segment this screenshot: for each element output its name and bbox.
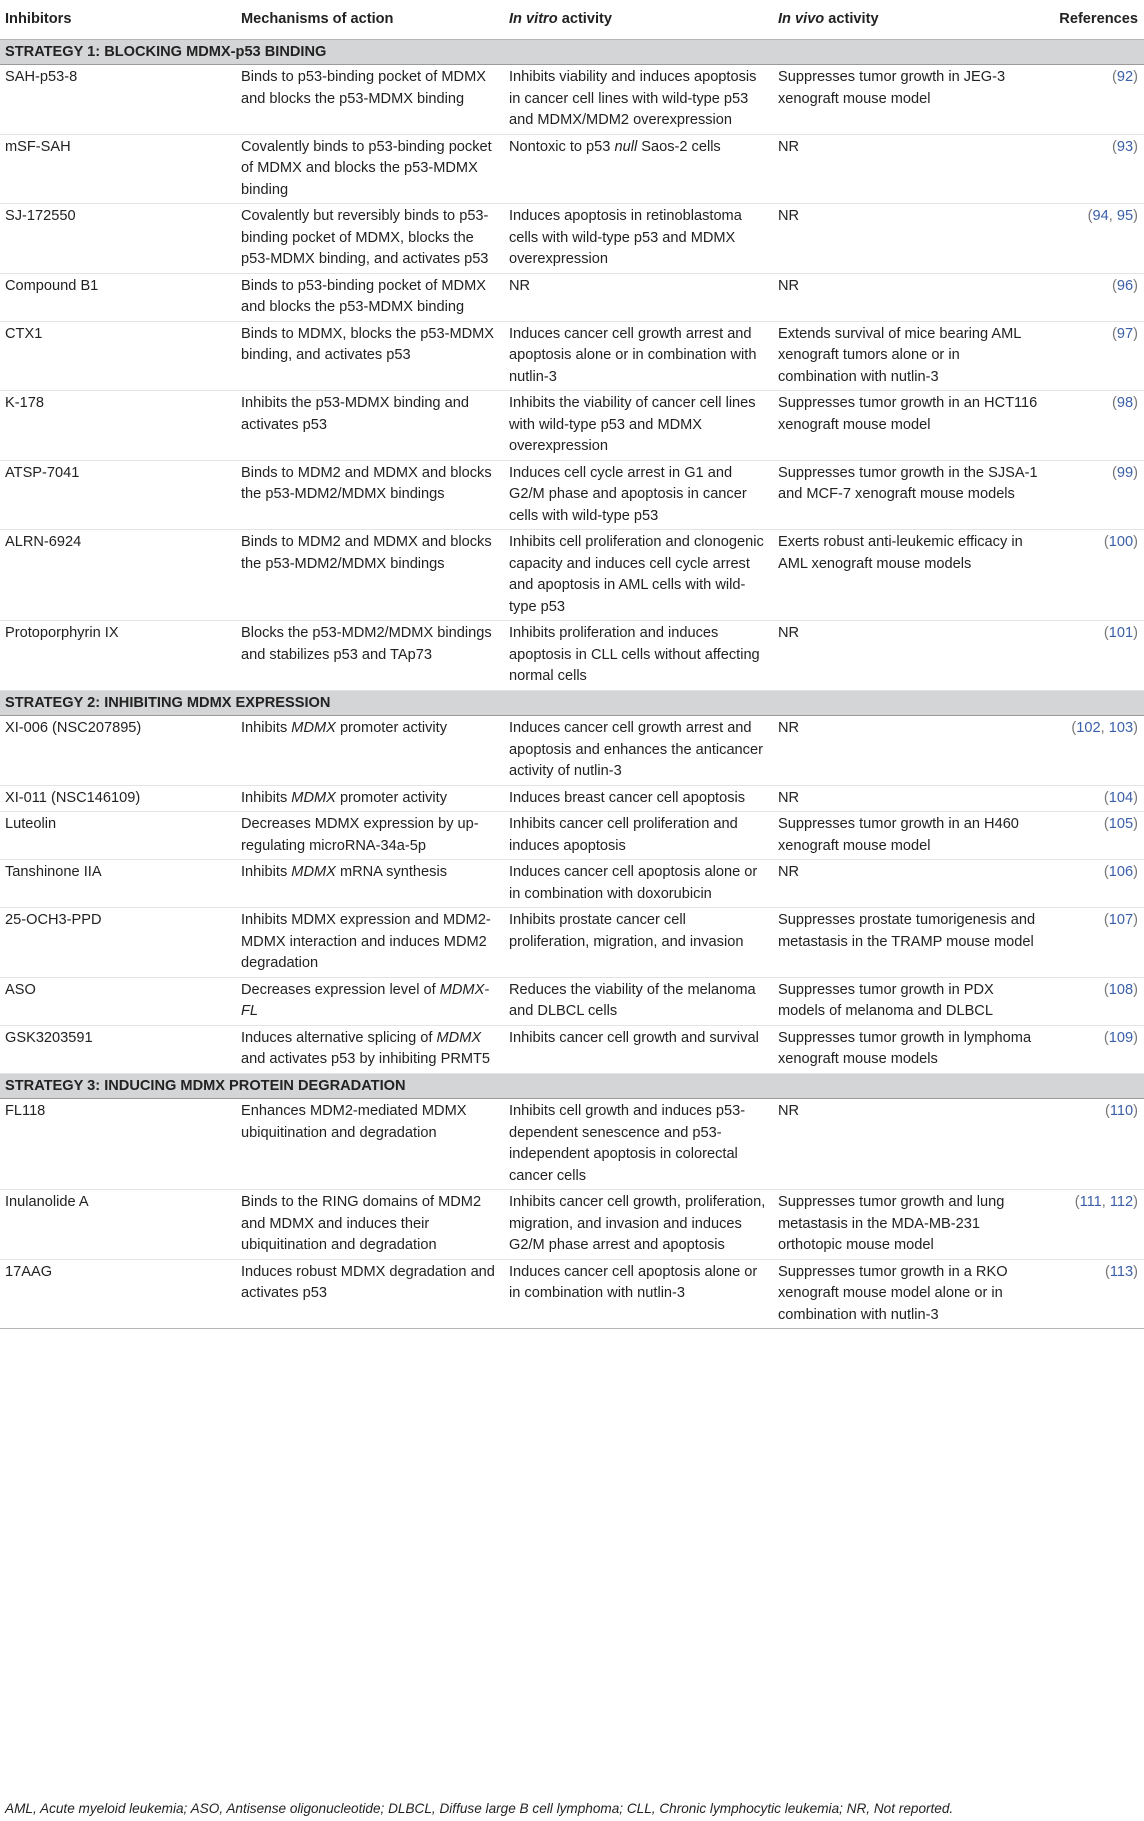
italic-term: MDMX bbox=[436, 1029, 482, 1046]
text-segment: Inhibits the viability of cancer cell lines with wild-type p53 and MDMX overexpression bbox=[509, 395, 756, 454]
ref-open-paren: ( bbox=[1103, 864, 1109, 880]
text-segment: NR bbox=[778, 720, 800, 736]
inhibitor-cell: Compound B1 bbox=[0, 273, 236, 321]
in-vivo-cell bbox=[773, 621, 1043, 691]
text-segment: Inhibits MDMX expression and MDM2-MDMX interaction and induces MDM2 degradation bbox=[241, 912, 491, 971]
text-segment: Inhibits bbox=[241, 864, 292, 880]
mechanism-cell bbox=[236, 391, 504, 461]
reference-link[interactable]: 101 bbox=[1108, 625, 1134, 641]
table-row bbox=[0, 460, 1144, 530]
ref-close-paren: ) bbox=[1133, 912, 1138, 928]
in-vitro-cell bbox=[504, 977, 773, 1025]
in-vivo-cell bbox=[773, 460, 1043, 530]
text-segment: Inhibits prostate cancer cell proliferation, migration, and invasion bbox=[509, 912, 744, 950]
text-segment: Inhibits the p53-MDMX binding and activates p53 bbox=[241, 395, 469, 433]
in-vivo-cell bbox=[773, 65, 1043, 135]
text-segment: Covalently binds to p53-binding pocket of MDMX and blocks the p53-MDMX binding bbox=[241, 138, 492, 198]
inhibitor-cell: XI-011 (NSC146109) bbox=[0, 785, 236, 812]
text-segment: NR bbox=[778, 625, 800, 641]
strategy-row bbox=[0, 690, 1144, 716]
ref-close-paren: ) bbox=[1133, 1194, 1138, 1210]
table-row bbox=[0, 621, 1144, 691]
in-vitro-cell bbox=[504, 1190, 773, 1260]
mechanism-cell bbox=[236, 908, 504, 978]
in-vivo-cell bbox=[773, 530, 1043, 621]
in-vitro-cell bbox=[504, 908, 773, 978]
italic-term: null bbox=[614, 138, 638, 155]
in-vitro-cell bbox=[504, 812, 773, 860]
italic-term: MDMX-FL bbox=[241, 981, 490, 1019]
reference-link[interactable]: 108 bbox=[1108, 981, 1134, 998]
in-vivo-cell bbox=[773, 1099, 1043, 1190]
header-in-vivo-italic: In vivo bbox=[778, 11, 825, 27]
in-vitro-cell bbox=[504, 1099, 773, 1190]
inhibitor-cell: mSF-SAH bbox=[0, 134, 236, 204]
text-segment: Binds to MDM2 and MDMX and blocks the p53-MDM2/MDMX bindings bbox=[241, 464, 492, 502]
in-vitro-cell bbox=[504, 621, 773, 691]
table-row bbox=[0, 391, 1144, 461]
ref-open-paren: ( bbox=[1103, 816, 1109, 832]
text-segment: Inhibits bbox=[241, 789, 292, 806]
text-segment: Suppresses prostate tumorigenesis and metastasis in the TRAMP mouse model bbox=[778, 912, 1036, 950]
text-segment: Induces apoptosis in retinoblastoma cells with wild-type p53 and MDMX overexpression bbox=[509, 208, 742, 267]
text-segment: Suppresses tumor growth in an H460 xenograft mouse model bbox=[778, 816, 1019, 854]
text-segment: Inhibits cancer cell growth, proliferation, migration, and invasion and induces G2/M phase arrest and apoptosis bbox=[509, 1194, 766, 1253]
mechanism-cell bbox=[236, 321, 504, 391]
mechanism-cell bbox=[236, 460, 504, 530]
inhibitor-cell: Inulanolide A bbox=[0, 1190, 236, 1260]
text-segment: NR bbox=[778, 864, 800, 880]
ref-open-paren: ( bbox=[1074, 1194, 1080, 1210]
strategy-row bbox=[0, 39, 1144, 65]
table-row bbox=[0, 321, 1144, 391]
text-segment: Induces robust MDMX degradation and activates p53 bbox=[241, 1263, 495, 1301]
text-segment: promoter activity bbox=[335, 720, 447, 736]
in-vivo-cell bbox=[773, 812, 1043, 860]
reference-link[interactable]: 110 bbox=[1109, 1103, 1134, 1119]
reference-link[interactable]: 112 bbox=[1109, 1194, 1134, 1210]
in-vivo-cell bbox=[773, 391, 1043, 461]
header-references: References bbox=[1043, 0, 1144, 39]
in-vitro-cell bbox=[504, 716, 773, 786]
ref-close-paren: ) bbox=[1133, 325, 1138, 342]
italic-term: MDMX bbox=[291, 720, 336, 736]
inhibitor-cell: Tanshinone IIA bbox=[0, 860, 236, 908]
ref-separator: , bbox=[1108, 208, 1117, 224]
table-row bbox=[0, 812, 1144, 860]
table-row bbox=[0, 204, 1144, 274]
ref-open-paren: ( bbox=[1103, 789, 1109, 806]
ref-close-paren: ) bbox=[1133, 981, 1138, 998]
text-segment: NR bbox=[778, 208, 800, 224]
text-segment: Binds to MDMX, blocks the p53-MDMX binding, and activates p53 bbox=[241, 325, 495, 363]
mechanism-cell bbox=[236, 621, 504, 691]
reference-link[interactable]: 104 bbox=[1108, 789, 1134, 806]
italic-term: MDMX bbox=[291, 789, 336, 806]
table-row bbox=[0, 1025, 1144, 1073]
inhibitor-cell: Luteolin bbox=[0, 812, 236, 860]
ref-open-paren: ( bbox=[1103, 625, 1109, 641]
text-segment: Induces breast cancer cell apoptosis bbox=[509, 789, 746, 806]
in-vitro-cell bbox=[504, 1259, 773, 1329]
reference-link[interactable]: 97 bbox=[1116, 325, 1134, 342]
in-vitro-cell bbox=[504, 204, 773, 274]
reference-link[interactable]: 92 bbox=[1116, 69, 1134, 85]
text-segment: Induces cancer cell growth arrest and apoptosis alone or in combination with nutlin-3 bbox=[509, 325, 757, 385]
mechanism-cell bbox=[236, 273, 504, 321]
in-vitro-cell bbox=[504, 273, 773, 321]
reference-link[interactable]: 99 bbox=[1116, 464, 1134, 481]
inhibitor-cell: ATSP-7041 bbox=[0, 460, 236, 530]
text-segment: Inhibits cancer cell growth and survival bbox=[509, 1029, 759, 1046]
reference-link[interactable]: 102 bbox=[1076, 720, 1101, 736]
text-segment: promoter activity bbox=[335, 789, 447, 806]
header-in-vitro-suffix: activity bbox=[557, 11, 613, 27]
ref-close-paren: ) bbox=[1133, 208, 1138, 224]
ref-separator: , bbox=[1101, 1194, 1110, 1210]
ref-open-paren: ( bbox=[1112, 464, 1117, 481]
text-segment: Induces alternative splicing of bbox=[241, 1029, 437, 1046]
table-row bbox=[0, 134, 1144, 204]
ref-close-paren: ) bbox=[1133, 789, 1138, 806]
in-vivo-cell bbox=[773, 1259, 1043, 1329]
references-cell bbox=[1043, 977, 1144, 1025]
in-vitro-cell bbox=[504, 391, 773, 461]
ref-close-paren: ) bbox=[1133, 1263, 1138, 1280]
text-segment: Suppresses tumor growth in JEG-3 xenograft mouse model bbox=[778, 69, 1006, 107]
inhibitor-cell: SJ-172550 bbox=[0, 204, 236, 274]
in-vivo-cell bbox=[773, 321, 1043, 391]
reference-link[interactable]: 95 bbox=[1116, 208, 1134, 224]
header-in-vivo-suffix: activity bbox=[824, 11, 879, 27]
reference-link[interactable]: 106 bbox=[1108, 864, 1134, 880]
reference-link[interactable]: 109 bbox=[1108, 1029, 1134, 1046]
mechanism-cell bbox=[236, 860, 504, 908]
ref-open-paren: ( bbox=[1104, 1103, 1110, 1119]
text-segment: Inhibits viability and induces apoptosis in cancer cell lines with wild-type p53 and MDMX/MDM2 overexpression bbox=[509, 69, 757, 128]
mechanism-cell bbox=[236, 716, 504, 786]
ref-open-paren: ( bbox=[1103, 1029, 1109, 1046]
ref-open-paren: ( bbox=[1104, 1263, 1110, 1280]
strategy-row bbox=[0, 1073, 1144, 1099]
ref-close-paren: ) bbox=[1133, 534, 1138, 550]
text-segment: Suppresses tumor growth in the SJSA-1 and MCF-7 xenograft mouse models bbox=[778, 464, 1038, 502]
ref-open-paren: ( bbox=[1103, 912, 1109, 928]
ref-open-paren: ( bbox=[1112, 277, 1117, 294]
header-mechanisms: Mechanisms of action bbox=[236, 0, 504, 39]
ref-open-paren: ( bbox=[1087, 208, 1093, 224]
table-row bbox=[0, 1259, 1144, 1329]
reference-link[interactable]: 113 bbox=[1109, 1263, 1134, 1280]
in-vitro-cell bbox=[504, 860, 773, 908]
in-vitro-cell bbox=[504, 1025, 773, 1073]
text-segment: Covalently but reversibly binds to p53-binding pocket of MDMX, blocks the p53-MDMX binding, and activates p53 bbox=[241, 208, 489, 267]
references-cell bbox=[1043, 134, 1144, 204]
mechanism-cell bbox=[236, 812, 504, 860]
ref-open-paren: ( bbox=[1071, 720, 1077, 736]
references-cell bbox=[1043, 908, 1144, 978]
text-segment: Reduces the viability of the melanoma and DLBCL cells bbox=[509, 981, 756, 1019]
text-segment: Induces cancer cell growth arrest and apoptosis and enhances the anticancer activity of nutlin-3 bbox=[509, 720, 763, 779]
mechanism-cell bbox=[236, 530, 504, 621]
inhibitor-cell: GSK3203591 bbox=[0, 1025, 236, 1073]
mechanism-cell bbox=[236, 1190, 504, 1260]
inhibitor-cell: K-178 bbox=[0, 391, 236, 461]
text-segment: Saos-2 cells bbox=[637, 138, 721, 155]
inhibitor-cell: 17AAG bbox=[0, 1259, 236, 1329]
ref-open-paren: ( bbox=[1103, 981, 1109, 998]
text-segment: Suppresses tumor growth in lymphoma xenograft mouse models bbox=[778, 1029, 1032, 1067]
in-vitro-cell bbox=[504, 460, 773, 530]
references-cell bbox=[1043, 460, 1144, 530]
reference-link[interactable]: 98 bbox=[1116, 395, 1134, 411]
table-row bbox=[0, 716, 1144, 786]
mechanism-cell bbox=[236, 1025, 504, 1073]
header-in-vitro bbox=[504, 0, 773, 39]
ref-close-paren: ) bbox=[1133, 1103, 1138, 1119]
table-row bbox=[0, 1099, 1144, 1190]
ref-close-paren: ) bbox=[1133, 864, 1138, 880]
text-segment: Induces cell cycle arrest in G1 and G2/M phase and apoptosis in cancer cells with wild-type p53 bbox=[509, 464, 747, 524]
text-segment: Decreases MDMX expression by up-regulating microRNA-34a-5p bbox=[241, 816, 479, 854]
text-segment: NR bbox=[778, 277, 800, 294]
text-segment: NR bbox=[778, 138, 800, 155]
text-segment: Inhibits cell growth and induces p53-dependent senescence and p53-independent apoptosis in colorectal cancer cells bbox=[509, 1103, 746, 1184]
references-cell bbox=[1043, 321, 1144, 391]
reference-link[interactable]: 105 bbox=[1108, 816, 1134, 832]
text-segment: NR bbox=[778, 789, 800, 806]
reference-link[interactable]: 96 bbox=[1116, 277, 1134, 294]
text-segment: Extends survival of mice bearing AML xenograft tumors alone or in combination with nutlin-3 bbox=[778, 325, 1021, 385]
table-body bbox=[0, 39, 1144, 1329]
reference-link[interactable]: 111 bbox=[1079, 1194, 1102, 1210]
table-footnote: AML, Acute myeloid leukemia; ASO, Antisense oligonucleotide; DLBCL, Diffuse large B cell lymphoma; CLL, Chronic lymphocytic leukemia; NR, Not reported. bbox=[5, 1801, 954, 1816]
table-row bbox=[0, 1190, 1144, 1260]
in-vivo-cell bbox=[773, 1025, 1043, 1073]
text-segment: Binds to the RING domains of MDM2 and MDMX and induces their ubiquitination and degradation bbox=[241, 1194, 482, 1253]
references-cell bbox=[1043, 273, 1144, 321]
text-segment: mRNA synthesis bbox=[335, 864, 447, 880]
reference-link[interactable]: 107 bbox=[1108, 912, 1134, 928]
text-segment: Suppresses tumor growth in PDX models of melanoma and DLBCL bbox=[778, 981, 994, 1019]
ref-close-paren: ) bbox=[1133, 720, 1138, 736]
references-cell bbox=[1043, 65, 1144, 135]
ref-close-paren: ) bbox=[1133, 395, 1138, 411]
ref-open-paren: ( bbox=[1103, 534, 1109, 550]
in-vivo-cell bbox=[773, 860, 1043, 908]
table-row bbox=[0, 65, 1144, 135]
ref-close-paren: ) bbox=[1133, 625, 1138, 641]
ref-close-paren: ) bbox=[1133, 464, 1138, 481]
text-segment: Suppresses tumor growth in an HCT116 xenograft mouse model bbox=[778, 395, 1038, 433]
text-segment: NR bbox=[778, 1103, 800, 1119]
in-vivo-cell bbox=[773, 977, 1043, 1025]
reference-link[interactable]: 94 bbox=[1092, 208, 1109, 224]
ref-close-paren: ) bbox=[1133, 816, 1138, 832]
in-vitro-cell bbox=[504, 321, 773, 391]
inhibitor-cell: Protoporphyrin IX bbox=[0, 621, 236, 691]
ref-open-paren: ( bbox=[1112, 325, 1117, 342]
in-vivo-cell bbox=[773, 134, 1043, 204]
reference-link[interactable]: 103 bbox=[1108, 720, 1134, 736]
table-row bbox=[0, 273, 1144, 321]
text-segment: and activates p53 by inhibiting PRMT5 bbox=[241, 1051, 491, 1067]
references-cell bbox=[1043, 1259, 1144, 1329]
header-inhibitors: Inhibitors bbox=[0, 0, 236, 39]
inhibitor-cell: SAH-p53-8 bbox=[0, 65, 236, 135]
in-vivo-cell bbox=[773, 204, 1043, 274]
in-vivo-cell bbox=[773, 716, 1043, 786]
ref-open-paren: ( bbox=[1112, 69, 1117, 85]
references-cell bbox=[1043, 860, 1144, 908]
table-row bbox=[0, 530, 1144, 621]
inhibitor-cell: ASO bbox=[0, 977, 236, 1025]
reference-link[interactable]: 93 bbox=[1116, 138, 1134, 155]
strategy-title: STRATEGY 1: BLOCKING MDMX-p53 BINDING bbox=[0, 39, 1144, 65]
text-segment: Suppresses tumor growth and lung metastasis in the MDA-MB-231 orthotopic mouse model bbox=[778, 1194, 1005, 1253]
text-segment: Decreases expression level of bbox=[241, 981, 440, 998]
mechanism-cell bbox=[236, 1259, 504, 1329]
mechanism-cell bbox=[236, 1099, 504, 1190]
reference-link[interactable]: 100 bbox=[1108, 534, 1134, 550]
table-row bbox=[0, 785, 1144, 812]
mechanism-cell bbox=[236, 977, 504, 1025]
table-header-row bbox=[0, 0, 1144, 39]
strategy-title: STRATEGY 2: INHIBITING MDMX EXPRESSION bbox=[0, 690, 1144, 716]
references-cell bbox=[1043, 204, 1144, 274]
inhibitor-cell: CTX1 bbox=[0, 321, 236, 391]
mechanism-cell bbox=[236, 204, 504, 274]
text-segment: Inhibits cell proliferation and clonogenic capacity and induces cell cycle arrest and apoptosis in AML cells with wild-type p53 bbox=[509, 534, 764, 615]
header-in-vivo bbox=[773, 0, 1043, 39]
text-segment: Induces cancer cell apoptosis alone or in combination with doxorubicin bbox=[509, 864, 758, 902]
references-cell bbox=[1043, 391, 1144, 461]
inhibitor-cell: XI-006 (NSC207895) bbox=[0, 716, 236, 786]
in-vitro-cell bbox=[504, 785, 773, 812]
inhibitor-cell: ALRN-6924 bbox=[0, 530, 236, 621]
text-segment: Suppresses tumor growth in a RKO xenograft mouse model alone or in combination with nutlin-3 bbox=[778, 1263, 1008, 1323]
text-segment: Inhibits proliferation and induces apoptosis in CLL cells without affecting normal cells bbox=[509, 625, 760, 684]
references-cell bbox=[1043, 1099, 1144, 1190]
inhibitor-cell: FL118 bbox=[0, 1099, 236, 1190]
text-segment: Nontoxic to p53 bbox=[509, 138, 615, 155]
references-cell bbox=[1043, 716, 1144, 786]
references-cell bbox=[1043, 785, 1144, 812]
text-segment: NR bbox=[509, 277, 531, 294]
text-segment: Enhances MDM2-mediated MDMX ubiquitination and degradation bbox=[241, 1103, 467, 1141]
in-vitro-cell bbox=[504, 134, 773, 204]
in-vivo-cell bbox=[773, 273, 1043, 321]
ref-close-paren: ) bbox=[1133, 1029, 1138, 1046]
mechanism-cell bbox=[236, 65, 504, 135]
header-in-vitro-italic: In vitro bbox=[509, 11, 558, 27]
text-segment: Inhibits bbox=[241, 720, 292, 736]
mechanism-cell bbox=[236, 134, 504, 204]
italic-term: MDMX bbox=[291, 864, 336, 880]
text-segment: Binds to p53-binding pocket of MDMX and blocks the p53-MDMX binding bbox=[241, 69, 486, 107]
references-cell bbox=[1043, 1190, 1144, 1260]
text-segment: Exerts robust anti-leukemic efficacy in AML xenograft mouse models bbox=[778, 534, 1023, 572]
text-segment: Binds to MDM2 and MDMX and blocks the p53-MDM2/MDMX bindings bbox=[241, 534, 492, 572]
table-row bbox=[0, 908, 1144, 978]
in-vitro-cell bbox=[504, 530, 773, 621]
text-segment: Binds to p53-binding pocket of MDMX and blocks the p53-MDMX binding bbox=[241, 277, 486, 315]
in-vivo-cell bbox=[773, 908, 1043, 978]
references-cell bbox=[1043, 1025, 1144, 1073]
in-vitro-cell bbox=[504, 65, 773, 135]
text-segment: Blocks the p53-MDM2/MDMX bindings and stabilizes p53 and TAp73 bbox=[241, 625, 492, 663]
text-segment: Induces cancer cell apoptosis alone or in combination with nutlin-3 bbox=[509, 1263, 758, 1301]
in-vivo-cell bbox=[773, 785, 1043, 812]
ref-open-paren: ( bbox=[1112, 138, 1117, 155]
text-segment: Inhibits cancer cell proliferation and induces apoptosis bbox=[509, 816, 738, 854]
references-cell bbox=[1043, 530, 1144, 621]
references-cell bbox=[1043, 621, 1144, 691]
mechanism-cell bbox=[236, 785, 504, 812]
strategy-title: STRATEGY 3: INDUCING MDMX PROTEIN DEGRADATION bbox=[0, 1073, 1144, 1099]
in-vivo-cell bbox=[773, 1190, 1043, 1260]
inhibitor-cell: 25-OCH3-PPD bbox=[0, 908, 236, 978]
references-cell bbox=[1043, 812, 1144, 860]
table-row bbox=[0, 860, 1144, 908]
ref-close-paren: ) bbox=[1133, 138, 1138, 155]
ref-close-paren: ) bbox=[1133, 277, 1138, 294]
table-row bbox=[0, 977, 1144, 1025]
ref-close-paren: ) bbox=[1133, 69, 1138, 85]
ref-open-paren: ( bbox=[1112, 395, 1117, 411]
ref-separator: , bbox=[1100, 720, 1109, 736]
